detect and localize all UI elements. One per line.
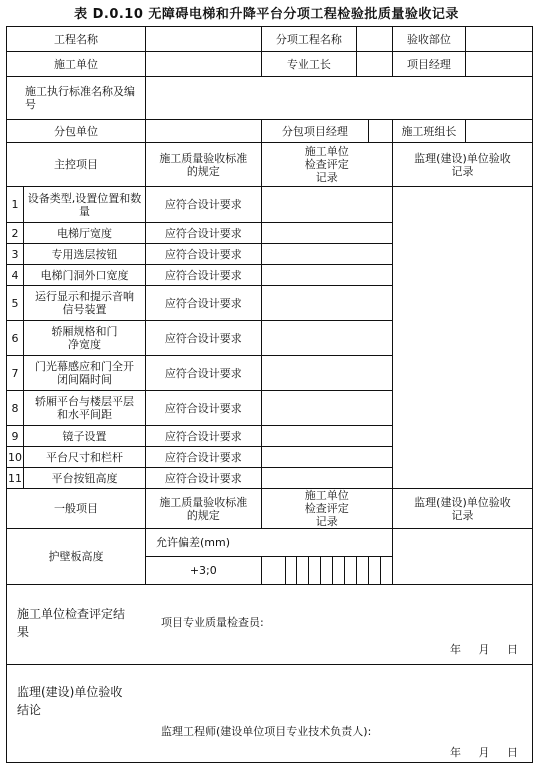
- general-col-standard: 施工质量验收标准的规定: [146, 489, 262, 529]
- item-check-record[interactable]: [261, 426, 392, 447]
- item-number: 8: [7, 391, 24, 426]
- supervision-result-cell[interactable]: [7, 665, 533, 763]
- acceptance-part-value[interactable]: [466, 27, 532, 51]
- item-name: 设备类型,设置位置和数量: [23, 187, 145, 223]
- item-name: 运行显示和提示音响信号装置: [23, 286, 145, 321]
- item-name: 平台按钮高度: [23, 468, 145, 489]
- item-requirement: 应符合设计要求: [146, 468, 262, 489]
- measure-cell[interactable]: [333, 557, 345, 585]
- item-name: 电梯厅宽度: [23, 223, 145, 244]
- construction-result-label: 施工单位检查评定结果: [17, 607, 126, 639]
- item-number: 6: [7, 321, 24, 356]
- item-number: 10: [7, 447, 24, 468]
- team-leader-value[interactable]: [466, 120, 532, 142]
- project-manager-label: 项目经理: [393, 52, 466, 76]
- measure-cell[interactable]: [285, 557, 297, 585]
- team-leader-label: 施工班组长: [393, 120, 466, 142]
- acceptance-record-table: [6, 26, 533, 763]
- construction-unit-label: 施工单位: [7, 52, 146, 77]
- item-requirement: 应符合设计要求: [146, 223, 262, 244]
- item-name: 镜子设置: [23, 426, 145, 447]
- construction-result-cell[interactable]: [7, 585, 533, 665]
- item-check-record[interactable]: [261, 391, 392, 426]
- item-number: 2: [7, 223, 24, 244]
- main-col-supervisor: 监理(建设)单位验收记录: [392, 143, 532, 187]
- construction-unit-value[interactable]: [146, 52, 262, 77]
- tolerance-label: 允许偏差(mm): [146, 529, 393, 557]
- acceptance-part-label: 验收部位: [393, 27, 466, 51]
- sub-project-name-label: 分项工程名称: [261, 27, 357, 52]
- measure-cell[interactable]: [345, 557, 357, 585]
- measure-cell[interactable]: [321, 557, 333, 585]
- item-check-record[interactable]: [261, 265, 392, 286]
- project-manager-value[interactable]: [466, 52, 532, 76]
- standard-name-label: 施工执行标准名称及编号: [7, 77, 146, 120]
- item-name: 轿厢平台与楼层平层和水平间距: [23, 391, 145, 426]
- professional-foreman-label: 专业工长: [261, 52, 357, 77]
- item-requirement: 应符合设计要求: [146, 244, 262, 265]
- item-check-record[interactable]: [261, 356, 392, 391]
- measure-cell[interactable]: [261, 557, 285, 585]
- item-requirement: 应符合设计要求: [146, 321, 262, 356]
- item-number: 5: [7, 286, 24, 321]
- general-col-check: 施工单位检查评定记录: [261, 489, 392, 529]
- main-control-label: 主控项目: [7, 143, 146, 187]
- item-check-record[interactable]: [261, 321, 392, 356]
- main-col-standard: 施工质量验收标准的规定: [146, 143, 262, 187]
- item-number: 1: [7, 187, 24, 223]
- general-label: 一般项目: [7, 489, 146, 529]
- subcontractor-label: 分包单位: [7, 120, 146, 143]
- project-name-label: 工程名称: [7, 27, 146, 52]
- page-title: 表 D.0.10 无障碍电梯和升降平台分项工程检验批质量验收记录: [74, 7, 459, 22]
- item-name: 专用选层按钮: [23, 244, 145, 265]
- item-check-record[interactable]: [261, 447, 392, 468]
- sub-project-manager-value[interactable]: [369, 120, 393, 143]
- sub-project-name-value[interactable]: [357, 27, 393, 52]
- item-number: 11: [7, 468, 24, 489]
- sub-project-manager-label: 分包项目经理: [261, 120, 368, 143]
- measure-cell[interactable]: [357, 557, 369, 585]
- item-number: 3: [7, 244, 24, 265]
- project-name-value[interactable]: [146, 27, 262, 52]
- supervision-date: 年 月 日: [450, 746, 518, 759]
- general-item-name: 护壁板高度: [7, 529, 146, 585]
- professional-foreman-value[interactable]: [357, 52, 393, 77]
- measure-cell[interactable]: [369, 557, 381, 585]
- supervision-result-label: 监理(建设)单位验收结论: [17, 685, 123, 717]
- item-requirement: 应符合设计要求: [146, 187, 262, 223]
- measure-cell[interactable]: [309, 557, 321, 585]
- general-supervisor-record[interactable]: [392, 529, 532, 585]
- item-check-record[interactable]: [261, 286, 392, 321]
- tolerance-value: +3;0: [146, 557, 262, 585]
- item-requirement: 应符合设计要求: [146, 356, 262, 391]
- item-name: 电梯门洞外口宽度: [23, 265, 145, 286]
- item-number: 7: [7, 356, 24, 391]
- item-name: 平台尺寸和栏杆: [23, 447, 145, 468]
- construction-date: 年 月 日: [450, 643, 518, 656]
- item-requirement: 应符合设计要求: [146, 426, 262, 447]
- item-check-record[interactable]: [261, 244, 392, 265]
- item-requirement: 应符合设计要求: [146, 286, 262, 321]
- item-name: 轿厢规格和门净宽度: [23, 321, 145, 356]
- item-check-record[interactable]: [261, 223, 392, 244]
- construction-signer-label: 项目专业质量检查员:: [161, 616, 264, 629]
- item-number: 4: [7, 265, 24, 286]
- supervision-signer-label: 监理工程师(建设单位项目专业技术负责人):: [161, 725, 372, 738]
- item-number: 9: [7, 426, 24, 447]
- table-row: [7, 187, 533, 223]
- item-name: 门光幕感应和门全开闭间隔时间: [23, 356, 145, 391]
- measure-cell[interactable]: [297, 557, 309, 585]
- item-requirement: 应符合设计要求: [146, 447, 262, 468]
- item-check-record[interactable]: [261, 468, 392, 489]
- item-requirement: 应符合设计要求: [146, 265, 262, 286]
- supervisor-record-cell[interactable]: [392, 187, 532, 489]
- item-check-record[interactable]: [261, 187, 392, 223]
- general-col-supervisor: 监理(建设)单位验收记录: [392, 489, 532, 529]
- measure-cell[interactable]: [381, 557, 393, 585]
- main-col-check: 施工单位检查评定记录: [261, 143, 392, 187]
- standard-name-value[interactable]: [146, 77, 533, 120]
- item-requirement: 应符合设计要求: [146, 391, 262, 426]
- subcontractor-value[interactable]: [146, 120, 262, 143]
